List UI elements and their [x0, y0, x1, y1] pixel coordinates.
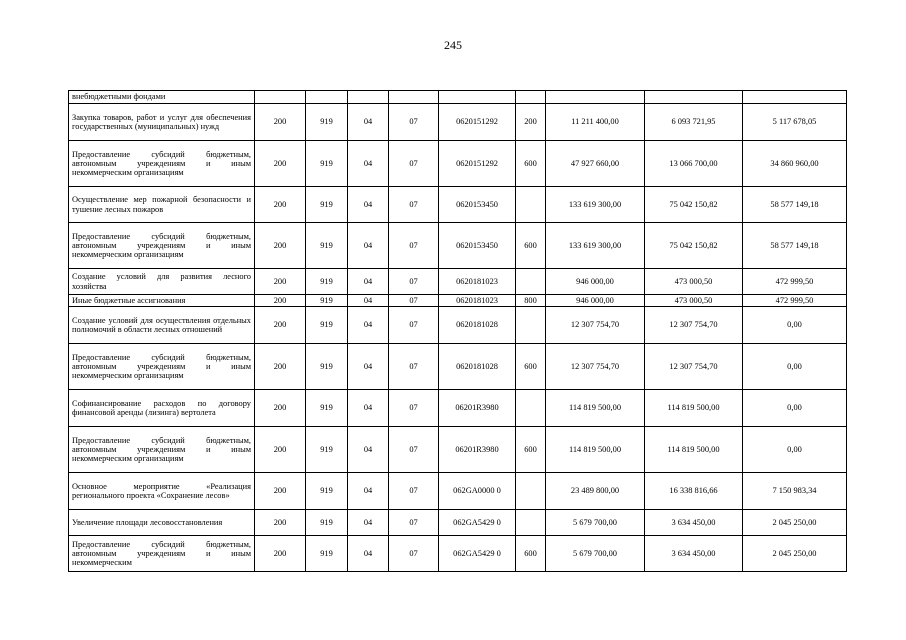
grbs-code: 919: [306, 536, 348, 572]
section-code: 04: [348, 536, 389, 572]
amount-col-1: 12 307 754,70: [546, 307, 645, 344]
table-row: [69, 307, 847, 344]
section-code: 04: [348, 295, 389, 307]
subsection-code: [389, 91, 439, 104]
admin-code: [255, 91, 306, 104]
section-code: [348, 91, 389, 104]
target-article-code: 062GA5429 0: [439, 536, 516, 572]
grbs-code: 919: [306, 269, 348, 295]
expense-type-code: 600: [516, 344, 546, 390]
admin-code: 200: [255, 223, 306, 269]
expense-type-code: [516, 269, 546, 295]
grbs-code: [306, 91, 348, 104]
amount-col-2: 3 634 450,00: [645, 536, 743, 572]
subsection-code: 07: [389, 510, 439, 536]
page-number: 245: [444, 38, 462, 52]
target-article-code: 0620181023: [439, 295, 516, 307]
subsection-code: 07: [389, 187, 439, 223]
row-name: Предоставление субсидий бюджетным, автономным учреждениям и иным некоммерческим организациям: [69, 223, 255, 269]
section-code: 04: [348, 187, 389, 223]
subsection-code: 07: [389, 427, 439, 473]
target-article-code: [439, 91, 516, 104]
admin-code: 200: [255, 427, 306, 473]
amount-col-1: 133 619 300,00: [546, 223, 645, 269]
amount-col-3: 472 999,50: [743, 295, 847, 307]
amount-col-1: 946 000,00: [546, 269, 645, 295]
row-name: Осуществление мер пожарной безопасности и тушение лесных пожаров: [69, 187, 255, 223]
row-name: Софинансирование расходов по договору финансовой аренды (лизинга) вертолета: [69, 390, 255, 427]
amount-col-2: 75 042 150,82: [645, 223, 743, 269]
table-row: [69, 141, 847, 187]
subsection-code: 07: [389, 269, 439, 295]
target-article-code: 0620153450: [439, 223, 516, 269]
admin-code: 200: [255, 141, 306, 187]
row-name: внебюджетными фондами: [69, 91, 255, 104]
target-article-code: 0620181028: [439, 307, 516, 344]
section-code: 04: [348, 510, 389, 536]
row-name: Закупка товаров, работ и услуг для обеспечения государственных (муниципальных) нужд: [69, 104, 255, 141]
amount-col-2: 13 066 700,00: [645, 141, 743, 187]
table-row: [69, 104, 847, 141]
grbs-code: 919: [306, 104, 348, 141]
subsection-code: 07: [389, 473, 439, 510]
section-code: 04: [348, 307, 389, 344]
section-code: 04: [348, 223, 389, 269]
amount-col-3: 472 999,50: [743, 269, 847, 295]
admin-code: 200: [255, 269, 306, 295]
admin-code: 200: [255, 307, 306, 344]
target-article-code: 06201R3980: [439, 390, 516, 427]
subsection-code: 07: [389, 390, 439, 427]
subsection-code: 07: [389, 295, 439, 307]
row-name: Предоставление субсидий бюджетным, автономным учреждениям и иным некоммерческим: [69, 536, 255, 572]
target-article-code: 0620181028: [439, 344, 516, 390]
amount-col-1: 5 679 700,00: [546, 510, 645, 536]
amount-col-1: [546, 91, 645, 104]
table-row: [69, 427, 847, 473]
amount-col-3: 2 045 250,00: [743, 510, 847, 536]
expense-type-code: [516, 307, 546, 344]
admin-code: 200: [255, 344, 306, 390]
table-row: [69, 536, 847, 572]
row-name: Предоставление субсидий бюджетным, автономным учреждениям и иным некоммерческим организациям: [69, 427, 255, 473]
amount-col-3: 5 117 678,05: [743, 104, 847, 141]
expense-type-code: 600: [516, 223, 546, 269]
subsection-code: 07: [389, 223, 439, 269]
expense-type-code: [516, 91, 546, 104]
grbs-code: 919: [306, 390, 348, 427]
section-code: 04: [348, 141, 389, 187]
amount-col-2: 12 307 754,70: [645, 307, 743, 344]
row-name: Создание условий для развития лесного хозяйства: [69, 269, 255, 295]
amount-col-2: 16 338 816,66: [645, 473, 743, 510]
expense-type-code: 600: [516, 536, 546, 572]
grbs-code: 919: [306, 295, 348, 307]
target-article-code: 0620151292: [439, 104, 516, 141]
target-article-code: 0620151292: [439, 141, 516, 187]
amount-col-3: 0,00: [743, 344, 847, 390]
target-article-code: 062GA0000 0: [439, 473, 516, 510]
amount-col-3: 58 577 149,18: [743, 223, 847, 269]
expense-type-code: [516, 187, 546, 223]
admin-code: 200: [255, 473, 306, 510]
row-name: Создание условий для осуществления отдельных полномочий в области лесных отношений: [69, 307, 255, 344]
target-article-code: 0620181023: [439, 269, 516, 295]
subsection-code: 07: [389, 344, 439, 390]
row-name: Увеличение площади лесовосстановления: [69, 510, 255, 536]
row-name: Основное мероприятие «Реализация регионального проекта «Сохранение лесов»: [69, 473, 255, 510]
grbs-code: 919: [306, 427, 348, 473]
grbs-code: 919: [306, 187, 348, 223]
amount-col-2: 473 000,50: [645, 269, 743, 295]
subsection-code: 07: [389, 307, 439, 344]
subsection-code: 07: [389, 104, 439, 141]
table-row: [69, 295, 847, 307]
subsection-code: 07: [389, 141, 439, 187]
amount-col-3: 58 577 149,18: [743, 187, 847, 223]
section-code: 04: [348, 390, 389, 427]
table-row: [69, 187, 847, 223]
subsection-code: 07: [389, 536, 439, 572]
amount-col-3: 2 045 250,00: [743, 536, 847, 572]
amount-col-1: 11 211 400,00: [546, 104, 645, 141]
target-article-code: 0620153450: [439, 187, 516, 223]
amount-col-3: 34 860 960,00: [743, 141, 847, 187]
expense-type-code: 200: [516, 104, 546, 141]
amount-col-1: 47 927 660,00: [546, 141, 645, 187]
table-row: [69, 91, 847, 104]
admin-code: 200: [255, 510, 306, 536]
admin-code: 200: [255, 104, 306, 141]
amount-col-2: 3 634 450,00: [645, 510, 743, 536]
amount-col-1: 23 489 800,00: [546, 473, 645, 510]
section-code: 04: [348, 104, 389, 141]
amount-col-2: 114 819 500,00: [645, 390, 743, 427]
table-row: [69, 510, 847, 536]
grbs-code: 919: [306, 141, 348, 187]
grbs-code: 919: [306, 307, 348, 344]
amount-col-1: 946 000,00: [546, 295, 645, 307]
amount-col-1: 114 819 500,00: [546, 390, 645, 427]
target-article-code: 06201R3980: [439, 427, 516, 473]
section-code: 04: [348, 269, 389, 295]
expense-type-code: [516, 390, 546, 427]
amount-col-2: 473 000,50: [645, 295, 743, 307]
expense-type-code: [516, 473, 546, 510]
amount-col-3: [743, 91, 847, 104]
amount-col-1: 5 679 700,00: [546, 536, 645, 572]
amount-col-3: 0,00: [743, 307, 847, 344]
amount-col-3: 7 150 983,34: [743, 473, 847, 510]
table-row: [69, 390, 847, 427]
amount-col-2: 114 819 500,00: [645, 427, 743, 473]
section-code: 04: [348, 473, 389, 510]
expense-type-code: 600: [516, 427, 546, 473]
grbs-code: 919: [306, 344, 348, 390]
table-row: [69, 269, 847, 295]
amount-col-1: 114 819 500,00: [546, 427, 645, 473]
section-code: 04: [348, 344, 389, 390]
table-row: [69, 344, 847, 390]
amount-col-1: 133 619 300,00: [546, 187, 645, 223]
target-article-code: 062GA5429 0: [439, 510, 516, 536]
expense-type-code: [516, 510, 546, 536]
amount-col-3: 0,00: [743, 427, 847, 473]
expense-type-code: 800: [516, 295, 546, 307]
amount-col-1: 12 307 754,70: [546, 344, 645, 390]
row-name: Предоставление субсидий бюджетным, автономным учреждениям и иным некоммерческим организациям: [69, 141, 255, 187]
amount-col-2: 75 042 150,82: [645, 187, 743, 223]
admin-code: 200: [255, 536, 306, 572]
amount-col-2: 12 307 754,70: [645, 344, 743, 390]
row-name: Предоставление субсидий бюджетным, автономным учреждениям и иным некоммерческим организациям: [69, 344, 255, 390]
section-code: 04: [348, 427, 389, 473]
grbs-code: 919: [306, 510, 348, 536]
expense-type-code: 600: [516, 141, 546, 187]
grbs-code: 919: [306, 473, 348, 510]
admin-code: 200: [255, 187, 306, 223]
amount-col-2: 6 093 721,95: [645, 104, 743, 141]
admin-code: 200: [255, 390, 306, 427]
grbs-code: 919: [306, 223, 348, 269]
budget-table: [68, 90, 847, 572]
amount-col-2: [645, 91, 743, 104]
table-row: [69, 223, 847, 269]
row-name: Иные бюджетные ассигнования: [69, 295, 255, 307]
table-row: [69, 473, 847, 510]
admin-code: 200: [255, 295, 306, 307]
amount-col-3: 0,00: [743, 390, 847, 427]
